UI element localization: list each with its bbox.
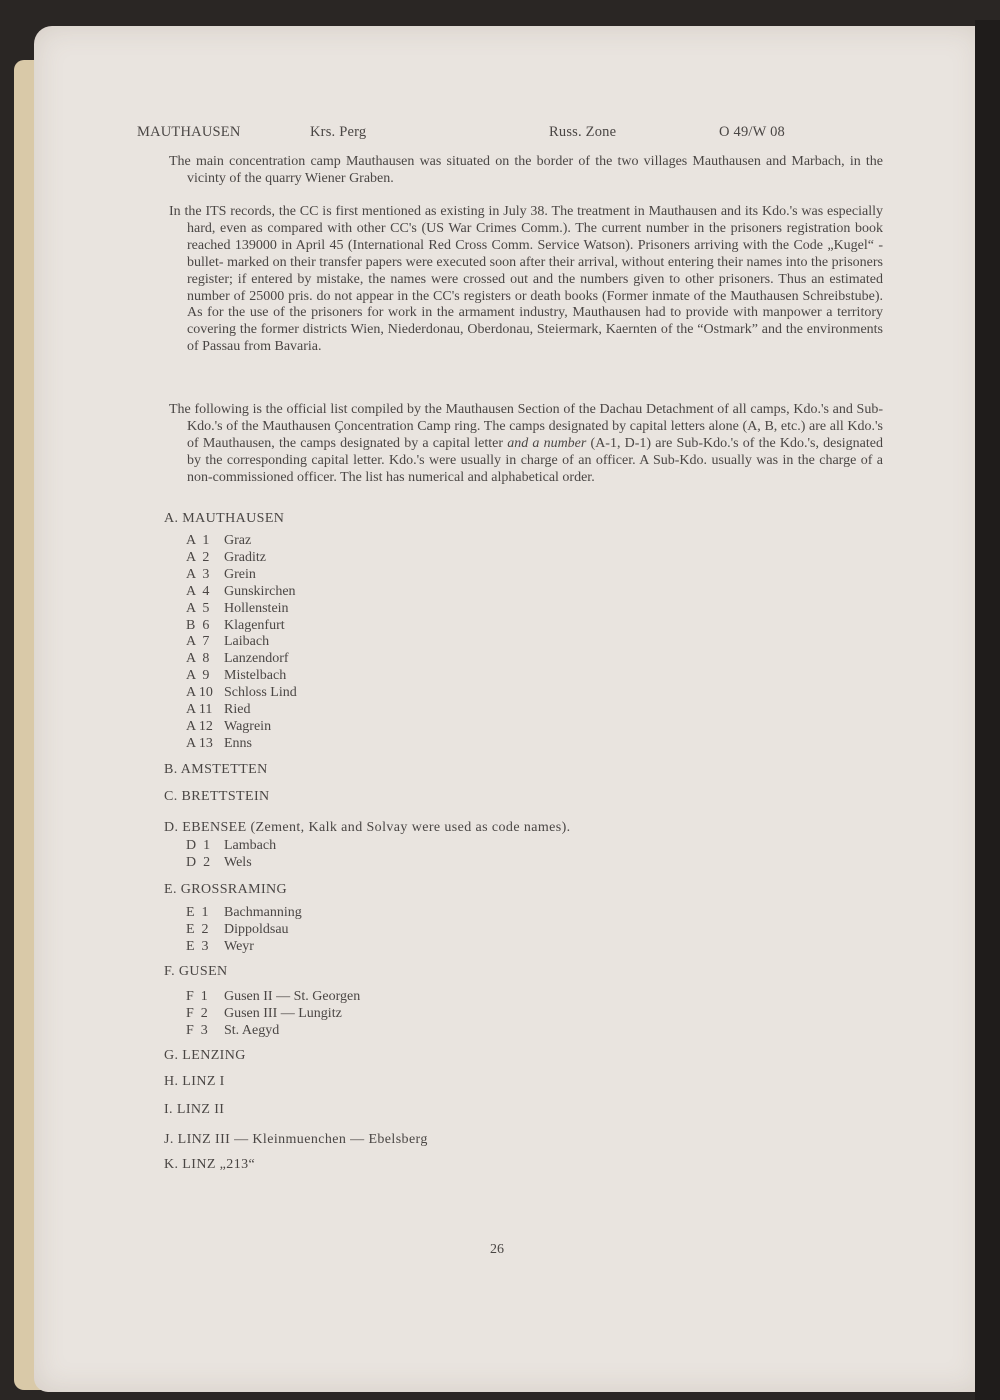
list-item — [186, 922, 302, 939]
subcamp-name: Mistelbach — [224, 668, 287, 684]
subcamp-name: Weyr — [224, 938, 254, 954]
subcamp-code: A 3 — [186, 566, 210, 582]
subcamp-code: A 7 — [186, 634, 210, 650]
list-item — [186, 939, 302, 956]
section-title-e: E. GROSSRAMING — [164, 882, 288, 897]
subcamp-code: B 6 — [186, 617, 210, 633]
subcamp-code: A 2 — [186, 549, 210, 565]
subcamp-code: A 5 — [186, 600, 210, 616]
list-item — [186, 1023, 360, 1040]
subcamp-code: A 4 — [186, 583, 210, 599]
list-item — [186, 905, 302, 922]
list-item — [186, 601, 297, 618]
subcamp-list-f — [186, 989, 360, 1040]
paragraph-list-intro — [169, 402, 883, 487]
header-camp: MAUTHAUSEN — [137, 124, 241, 140]
subcamp-name: Schloss Lind — [224, 685, 297, 701]
subcamp-name: Wagrein — [224, 718, 272, 734]
list-item — [186, 1006, 360, 1023]
subcamp-code: D 1 — [186, 838, 211, 853]
subcamp-code: A 1 — [186, 533, 210, 548]
subcamp-name: Grein — [224, 566, 256, 582]
section-title-k: K. LINZ „213“ — [164, 1157, 256, 1172]
subcamp-code: A 13 — [186, 735, 213, 751]
subcamp-code: D 2 — [186, 854, 211, 870]
list-item — [186, 651, 297, 668]
subcamp-name: Graditz — [224, 549, 266, 565]
subcamp-code: E 2 — [186, 921, 209, 937]
header-code: O 49/W 08 — [719, 124, 785, 140]
header-district: Krs. Perg — [310, 124, 367, 140]
section-title-b: B. AMSTETTEN — [164, 762, 268, 777]
subcamp-code: F 2 — [186, 1005, 208, 1021]
italic-text: and a number — [507, 435, 587, 451]
section-title-a: A. MAUTHAUSEN — [164, 511, 285, 526]
section-title-c: C. BRETTSTEIN — [164, 789, 270, 804]
subcamp-code: A 9 — [186, 668, 210, 684]
section-title-f: F. GUSEN — [164, 964, 228, 979]
subcamp-name: Lambach — [224, 838, 277, 853]
list-item — [186, 634, 297, 651]
subcamp-name: Ried — [224, 702, 251, 718]
subcamp-name: Gusen III — Lungitz — [224, 1005, 342, 1021]
subcamp-code: F 1 — [186, 989, 208, 1004]
list-item — [186, 838, 276, 855]
subcamp-list-e — [186, 905, 302, 956]
header-zone: Russ. Zone — [549, 124, 617, 140]
subcamp-name: Gunskirchen — [224, 583, 296, 599]
subcamp-name: Wels — [224, 854, 252, 870]
list-item — [186, 533, 297, 550]
subcamp-name: St. Aegyd — [224, 1022, 280, 1038]
subcamp-name: Graz — [224, 533, 252, 548]
subcamp-name: Bachmanning — [224, 905, 302, 920]
list-item — [186, 736, 297, 753]
list-item — [186, 989, 360, 1006]
list-item — [186, 685, 297, 702]
section-title-j: J. LINZ III — Kleinmuenchen — Ebelsberg — [164, 1132, 428, 1147]
subcamp-code: F 3 — [186, 1022, 208, 1038]
section-title-i: I. LINZ II — [164, 1102, 225, 1117]
list-item — [186, 567, 297, 584]
list-item — [186, 702, 297, 719]
subcamp-name: Hollenstein — [224, 600, 289, 616]
subcamp-code: A 10 — [186, 685, 213, 701]
subcamp-name: Dippoldsau — [224, 921, 289, 937]
text: (A-1, D-1) are Sub-Kdo.'s of the Kdo.'s, designated by the corresponding capital letter. Kdo.'s were usually in charge of an officer. A Sub-Kdo. usually was in the charge of a non-commissioned officer. The list has numerical and alphabetical order. — [187, 435, 883, 485]
section-title-g: G. LENZING — [164, 1048, 246, 1063]
paragraph-history: In the ITS records, the CC is first mentioned as existing in July 38. The treatment in Mauthausen and its Kdo.'s was especially hard, even as compared with other CC's (US War Crimes Comm.). The current number in the prisoners registration book reached 139000 in April 45 (International Red Cross Comm. Service Watson). Prisoners arriving with the Code „Kugel“ -bullet- marked on their transfer papers were executed soon after their arrival, without entering their names into the prisoners register; if entered by mistake, the names were crossed out and the numbers given to other prisoners. Thus an estimated number of 25000 pris. do not appear in the CC's registers or death books (Former inmate of the Mauthausen Schreibstube). As for the use of the prisoners for work in the armament industry, Mauthausen had to provide with manpower a territory covering the former districts Wien, Niederdonau, Oberdonau, Steiermark, Kaernten of the “Ostmark” and the environments of Passau from Bavaria. — [169, 204, 883, 355]
section-title-d: D. EBENSEE (Zement, Kalk and Solvay were used as code names). — [164, 820, 571, 835]
list-item — [186, 584, 297, 601]
section-title-h: H. LINZ I — [164, 1074, 225, 1089]
paragraph-location: The main concentration camp Mauthausen was situated on the border of the two villages Mauthausen and Marbach, in the vicinty of the quarry Wiener Graben. — [169, 154, 883, 186]
list-item — [186, 855, 276, 872]
page-number: 26 — [490, 1242, 504, 1257]
text: The following is the official list compiled by the Mauthausen Section of the Dachau Detachment of all camps, Kdo.'s and Sub-Kdo.'s of the Mauthausen Çoncentration Camp ring. The camps designated by capital letters alone (A, B, etc.) are all Kdo.'s of Mauthausen, the camps designated by a capital letter — [169, 402, 883, 451]
binding-shadow — [975, 20, 1000, 1400]
subcamp-code: E 3 — [186, 938, 209, 954]
subcamp-name: Laibach — [224, 634, 270, 650]
list-item — [186, 719, 297, 736]
subcamp-list-d — [186, 838, 276, 872]
list-item — [186, 618, 297, 635]
subcamp-name: Klagenfurt — [224, 617, 285, 633]
subcamp-code: A 11 — [186, 702, 213, 718]
list-item — [186, 550, 297, 567]
list-item — [186, 668, 297, 685]
subcamp-code: A 8 — [186, 651, 210, 667]
subcamp-name: Enns — [224, 735, 252, 751]
subcamp-name: Gusen II — St. Georgen — [224, 989, 361, 1004]
subcamp-code: E 1 — [186, 905, 209, 920]
subcamp-list-a — [186, 533, 297, 753]
subcamp-name: Lanzendorf — [224, 651, 289, 667]
subcamp-code: A 12 — [186, 718, 213, 734]
